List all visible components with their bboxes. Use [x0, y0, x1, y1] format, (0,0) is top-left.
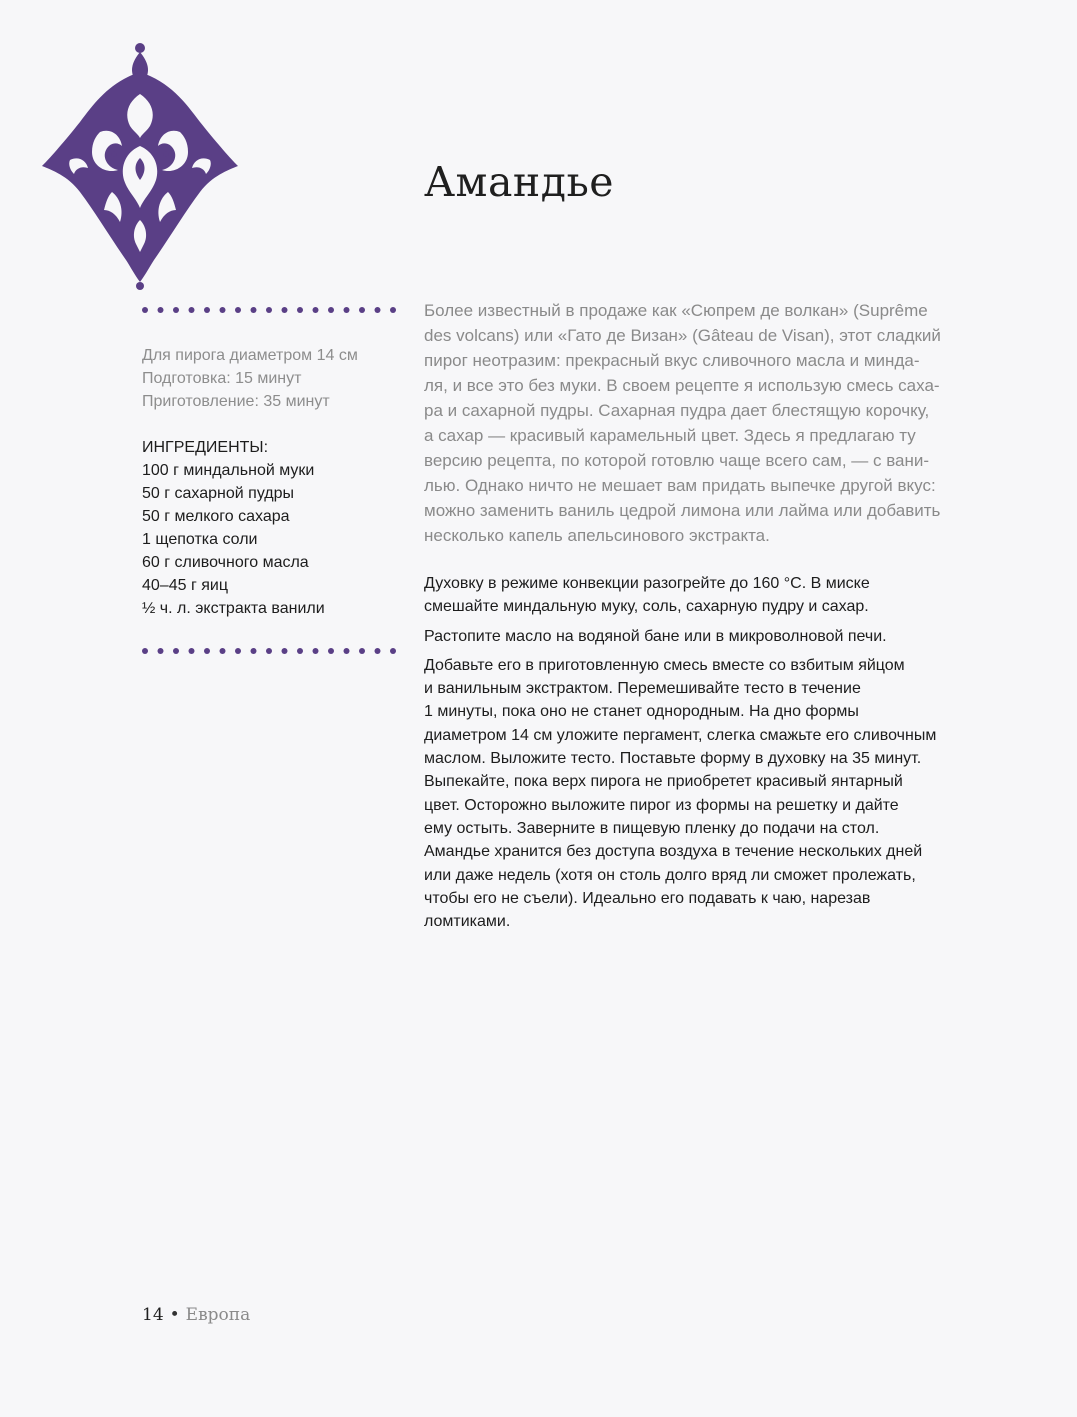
ingredients-list — [142, 436, 397, 620]
intro-line: версию рецепта, по которой готовлю чаще всего сам, — с вани- — [424, 451, 930, 470]
step-paragraph-3 — [424, 654, 966, 934]
instructions — [424, 572, 966, 939]
step-line: 1 минуты, пока оно не станет однородным. На дно формы — [424, 703, 859, 721]
meta-size: Для пирога диаметром 14 см — [142, 347, 358, 364]
intro-line: лью. Однако ничто не мешает вам придать выпечке другой вкус: — [424, 476, 936, 495]
intro-paragraph — [424, 298, 966, 548]
intro-line: несколько капель апельсинового экстракта. — [424, 526, 770, 545]
step-line: чтобы его не съели). Идеально его подавать к чаю, нарезав — [424, 889, 871, 907]
page-title: Амандье — [424, 158, 615, 206]
intro-line: а сахар — красивый карамельный цвет. Здесь я предлагаю ту — [424, 426, 916, 445]
step-line: ломтиками. — [424, 913, 511, 931]
step-line: маслом. Выложите тесто. Поставьте форму в духовку на 35 минут. — [424, 750, 922, 768]
step-line: Растопите масло на водяной бане или в микроволновой печи. — [424, 627, 887, 645]
step-line: смешайте миндальную муку, соль, сахарную пудру и сахар. — [424, 598, 869, 616]
intro-line: можно заменить ваниль цедрой лимона или лайма или добавить — [424, 501, 941, 520]
step-paragraph-1 — [424, 572, 966, 619]
step-line: ему остыть. Заверните в пищевую пленку до подачи на стол. — [424, 819, 880, 837]
intro-line: des volcans) или «Гато де Визан» (Gâteau de Visan), этот сладкий — [424, 326, 941, 345]
intro-line: ля, и все это без муки. В своем рецепте я использую смесь саха- — [424, 376, 940, 395]
step-line: диаметром 14 см уложите пергамент, слегка смажьте его сливочным — [424, 726, 937, 744]
meta-prep-time: Подготовка: 15 минут — [142, 370, 302, 387]
page-footer — [142, 1305, 250, 1325]
step-paragraph-2 — [424, 625, 966, 648]
intro-line: ра и сахарной пудры. Сахарная пудра дает блестящую корочку, — [424, 401, 930, 420]
section-name: Европа — [185, 1305, 251, 1325]
step-line: или даже недель (хотя он столь долго вряд ли сможет пролежать, — [424, 866, 916, 884]
intro-line: пирог неотразим: прекрасный вкус сливочного масла и минда- — [424, 351, 920, 370]
damask-ornament — [40, 42, 240, 290]
footer-separator: • — [169, 1305, 180, 1325]
step-line: Выпекайте, пока верх пирога не приобретет красивый янтарный — [424, 773, 903, 791]
ingredients-heading: ИНГРЕДИЕНТЫ: — [142, 439, 269, 456]
meta-cook-time: Приготовление: 35 минут — [142, 393, 330, 410]
step-line: Амандье хранится без доступа воздуха в течение нескольких дней — [424, 843, 923, 861]
dotted-divider-top — [140, 304, 400, 316]
ingredient-item: 100 г миндальной муки — [142, 462, 315, 479]
ingredient-item: 60 г сливочного масла — [142, 554, 309, 571]
step-line: цвет. Осторожно выложите пирог из формы на решетку и дайте — [424, 796, 899, 814]
page-number: 14 — [142, 1305, 164, 1325]
recipe-meta — [142, 344, 392, 413]
ingredient-item: 40–45 г яиц — [142, 577, 228, 594]
ingredient-item: 50 г мелкого сахара — [142, 508, 290, 525]
step-line: Добавьте его в приготовленную смесь вместе со взбитым яйцом — [424, 656, 905, 674]
step-line: и ванильным экстрактом. Перемешивайте тесто в течение — [424, 680, 861, 698]
ingredient-item: 1 щепотка соли — [142, 531, 258, 548]
ingredient-item: ½ ч. л. экстракта ванили — [142, 600, 325, 617]
step-line: Духовку в режиме конвекции разогрейте до 160 °С. В миске — [424, 575, 870, 592]
dotted-divider-bottom — [140, 645, 400, 657]
intro-line: Более известный в продаже как «Сюпрем де волкан» (Suprême — [424, 301, 928, 320]
ingredient-item: 50 г сахарной пудры — [142, 485, 295, 502]
